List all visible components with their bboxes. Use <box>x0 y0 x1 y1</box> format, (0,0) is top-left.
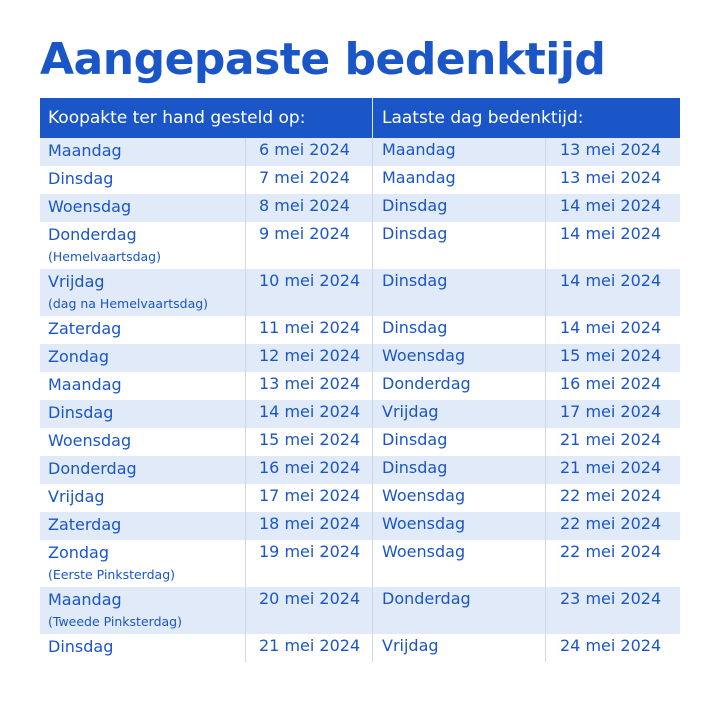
handed-over-date: 16 mei 2024 <box>246 456 373 484</box>
last-date: 17 mei 2024 <box>560 402 662 421</box>
last-day: Dinsdag <box>373 269 546 316</box>
table-row <box>40 456 680 484</box>
last-date: 21 mei 2024 <box>560 430 662 449</box>
handed-over-day-cell <box>40 512 246 540</box>
last-date: 22 mei 2024 <box>560 486 662 505</box>
table-header <box>40 98 680 138</box>
last-date: 22 mei 2024 <box>560 542 662 561</box>
handed-over-day-cell <box>40 344 246 372</box>
handed-over-day-cell <box>40 540 246 587</box>
table-row <box>40 484 680 512</box>
handed-over-date: 17 mei 2024 <box>246 484 373 512</box>
handed-over-day: Donderdag <box>48 225 137 244</box>
handed-over-day-cell <box>40 194 246 222</box>
last-day: Woensdag <box>373 484 546 512</box>
last-date: 13 mei 2024 <box>560 168 662 187</box>
header-handed-over: Koopakte ter hand gesteld op: <box>40 98 373 138</box>
last-day: Dinsdag <box>373 194 546 222</box>
handed-over-day-cell <box>40 587 246 634</box>
last-date: 22 mei 2024 <box>560 514 662 533</box>
holiday-note: (Eerste Pinksterdag) <box>48 567 176 582</box>
handed-over-day: Zaterdag <box>48 515 122 534</box>
handed-over-day-cell <box>40 222 246 269</box>
last-day: Dinsdag <box>373 428 546 456</box>
handed-over-day: Zaterdag <box>48 319 122 338</box>
handed-over-day: Zondag <box>48 347 110 366</box>
table-row <box>40 166 680 194</box>
handed-over-day-cell <box>40 138 246 166</box>
handed-over-date: 6 mei 2024 <box>246 138 373 166</box>
table-row <box>40 428 680 456</box>
table-body <box>40 138 680 662</box>
handed-over-day-cell <box>40 316 246 344</box>
last-day: Vrijdag <box>373 400 546 428</box>
last-day: Maandag <box>373 138 546 166</box>
header-last-day: Laatste dag bedenktijd: <box>382 108 584 128</box>
handed-over-date: 15 mei 2024 <box>246 428 373 456</box>
handed-over-date: 20 mei 2024 <box>246 587 373 634</box>
handed-over-date: 19 mei 2024 <box>246 540 373 587</box>
last-date: 24 mei 2024 <box>560 636 662 655</box>
last-day: Woensdag <box>373 512 546 540</box>
handed-over-date: 7 mei 2024 <box>246 166 373 194</box>
handed-over-date: 9 mei 2024 <box>246 222 373 269</box>
handed-over-day-cell <box>40 484 246 512</box>
handed-over-day: Dinsdag <box>48 637 114 656</box>
table-row <box>40 634 680 662</box>
table-row <box>40 222 680 269</box>
table-row <box>40 316 680 344</box>
last-date: 23 mei 2024 <box>560 589 662 608</box>
last-date: 13 mei 2024 <box>560 140 662 159</box>
handed-over-day-cell <box>40 456 246 484</box>
table-row <box>40 587 680 634</box>
handed-over-day: Maandag <box>48 590 122 609</box>
handed-over-day-cell <box>40 428 246 456</box>
last-day: Dinsdag <box>373 316 546 344</box>
table-row <box>40 512 680 540</box>
table-row <box>40 344 680 372</box>
last-day: Woensdag <box>373 540 546 587</box>
last-date: 14 mei 2024 <box>560 224 662 243</box>
table-row <box>40 540 680 587</box>
handed-over-date: 11 mei 2024 <box>246 316 373 344</box>
handed-over-date: 14 mei 2024 <box>246 400 373 428</box>
last-day: Dinsdag <box>373 456 546 484</box>
last-date: 14 mei 2024 <box>560 318 662 337</box>
handed-over-day: Dinsdag <box>48 403 114 422</box>
handed-over-day: Dinsdag <box>48 169 114 188</box>
handed-over-date: 8 mei 2024 <box>246 194 373 222</box>
holiday-note: (dag na Hemelvaartsdag) <box>48 296 209 311</box>
last-day: Dinsdag <box>373 222 546 269</box>
handed-over-date: 21 mei 2024 <box>246 634 373 662</box>
handed-over-day: Woensdag <box>48 197 132 216</box>
handed-over-day: Vrijdag <box>48 272 105 291</box>
handed-over-date: 13 mei 2024 <box>246 372 373 400</box>
table-row <box>40 372 680 400</box>
last-day: Donderdag <box>373 372 546 400</box>
last-day: Donderdag <box>373 587 546 634</box>
handed-over-day: Woensdag <box>48 431 132 450</box>
cooling-off-table <box>40 98 680 662</box>
table-row <box>40 400 680 428</box>
handed-over-day: Maandag <box>48 141 122 160</box>
handed-over-date: 18 mei 2024 <box>246 512 373 540</box>
holiday-note: (Tweede Pinksterdag) <box>48 614 182 629</box>
page-title: Aangepaste bedenktijd <box>40 34 606 85</box>
handed-over-day-cell <box>40 400 246 428</box>
handed-over-date: 10 mei 2024 <box>246 269 373 316</box>
handed-over-date: 12 mei 2024 <box>246 344 373 372</box>
last-day: Woensdag <box>373 344 546 372</box>
handed-over-day-cell <box>40 634 246 662</box>
last-date: 15 mei 2024 <box>560 346 662 365</box>
handed-over-day-cell <box>40 372 246 400</box>
last-date: 21 mei 2024 <box>560 458 662 477</box>
table-row <box>40 269 680 316</box>
handed-over-day: Zondag <box>48 543 110 562</box>
table-row <box>40 138 680 166</box>
last-date: 16 mei 2024 <box>560 374 662 393</box>
table-row <box>40 194 680 222</box>
last-day: Maandag <box>373 166 546 194</box>
handed-over-day: Maandag <box>48 375 122 394</box>
handed-over-day-cell <box>40 166 246 194</box>
last-date: 14 mei 2024 <box>560 196 662 215</box>
last-day: Vrijdag <box>373 634 546 662</box>
last-date: 14 mei 2024 <box>560 271 662 290</box>
handed-over-day: Donderdag <box>48 459 137 478</box>
handed-over-day: Vrijdag <box>48 487 105 506</box>
holiday-note: (Hemelvaartsdag) <box>48 249 161 264</box>
handed-over-day-cell <box>40 269 246 316</box>
